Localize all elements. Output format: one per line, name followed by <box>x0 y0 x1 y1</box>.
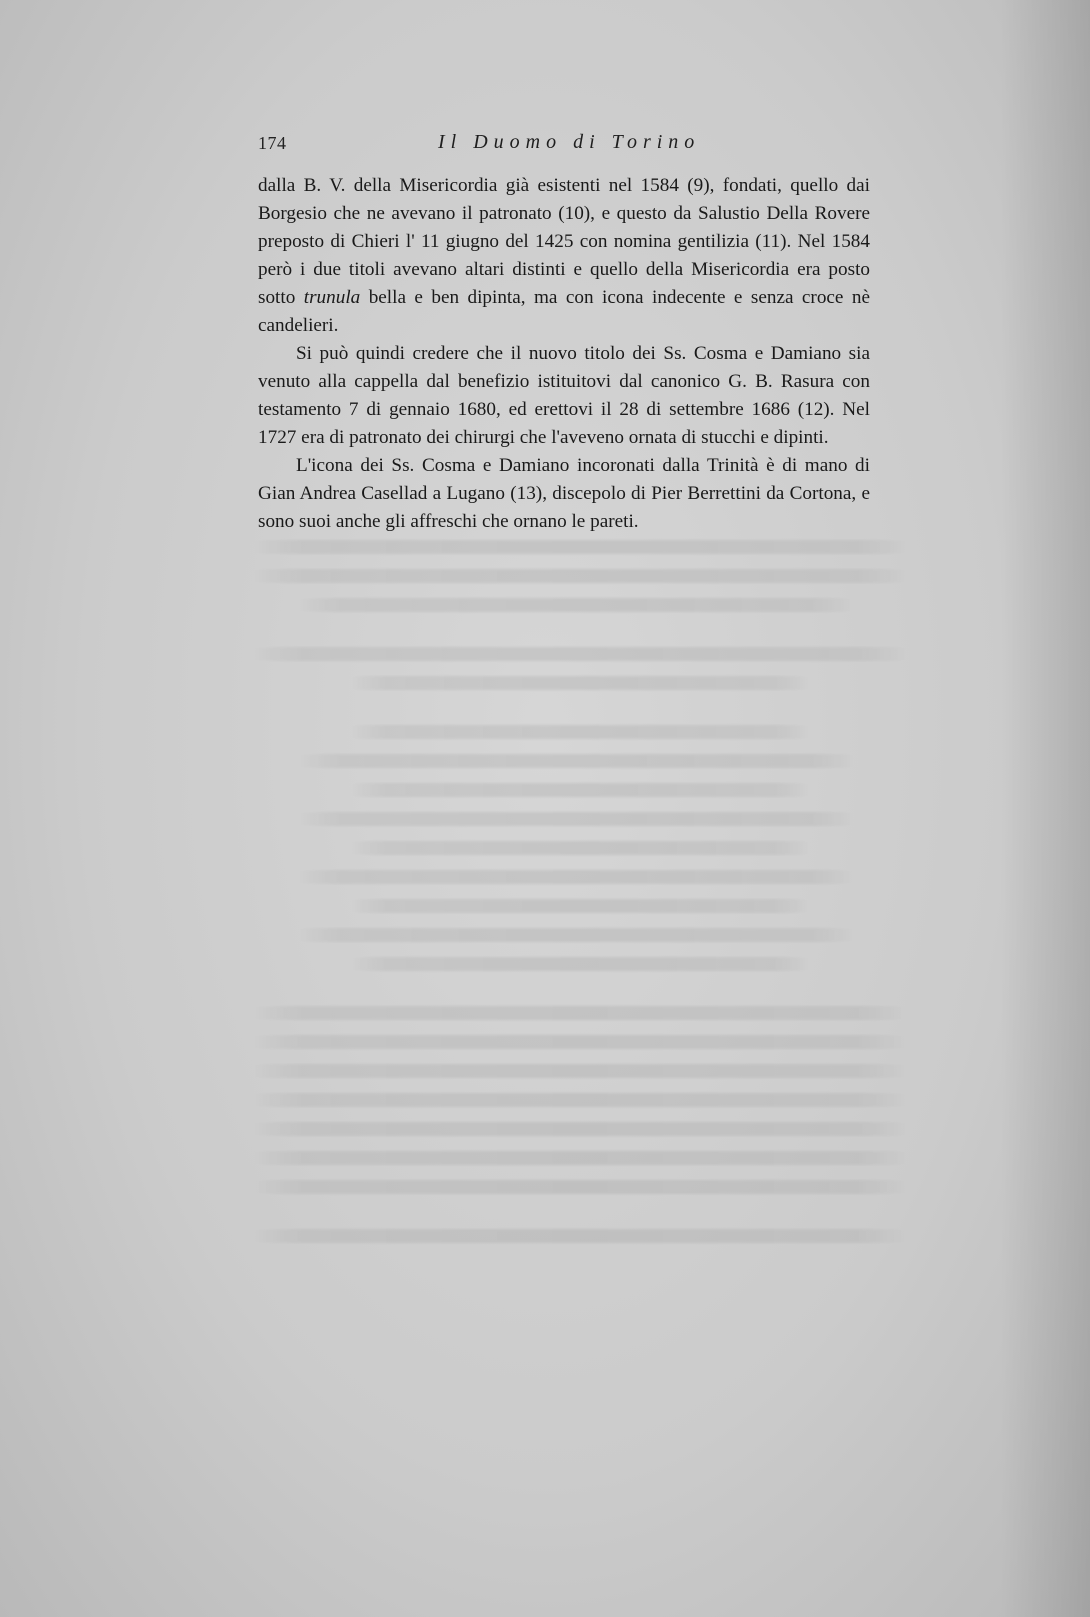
paragraph-1 <box>258 172 870 340</box>
paragraph-1-text-before: dalla B. V. della Misericordia già esistenti nel 1584 (9), fondati, quello dai Borgesio che ne avevano il patronato (10), e questo da Salustio Della Rovere preposto di Chieri l' 11 giugno del 1425 con nomina gentilizia (11). Nel 1584 però i due titoli avevano altari distinti e quello della Misericordia era posto sotto <box>258 175 870 308</box>
paragraph-2: Si può quindi credere che il nuovo titolo dei Ss. Cosma e Damiano sia venuto alla cappella dal benefizio istituitovi dal canonico G. B. Rasura con testamento 7 di gennaio 1680, ed erettovi il 28 di settembre 1686 (12). Nel 1727 era di patronato dei chirurgi che l'aveveno ornata di stucchi e dipinti. <box>258 343 870 448</box>
paragraph-1-italic-term: trunula <box>303 287 361 308</box>
paragraph-3: L'icona dei Ss. Cosma e Damiano incoronati dalla Trinità è di mano di Gian Andrea Casellad a Lugano (13), discepolo di Pier Berrettini da Cortona, e sono suoi anche gli affreschi che ornano le pareti. <box>258 455 870 532</box>
page-edge-shadow <box>1000 0 1090 1617</box>
running-header <box>258 133 878 163</box>
page-number: 174 <box>258 133 287 153</box>
show-through-text <box>250 540 910 1480</box>
body-text <box>258 172 870 536</box>
paragraph-1-text-after: bella e ben dipinta, ma con icona indecente e senza croce nè candelieri. <box>258 287 870 336</box>
running-title: Il Duomo di Torino <box>438 131 701 153</box>
